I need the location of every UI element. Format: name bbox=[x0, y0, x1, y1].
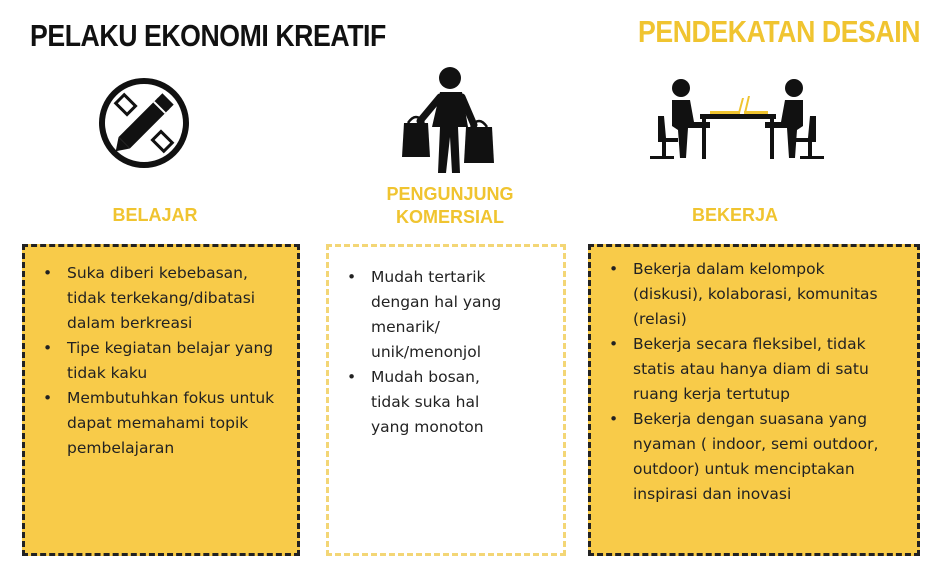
list-item: • Suka diberi kebebasan, tidak terkekang/dibatasi dalam berkreasi bbox=[25, 261, 287, 336]
title-pendekatan-desain: PENDEKATAN DESAIN bbox=[638, 14, 921, 49]
list-item: • Membutuhkan fokus untuk dapat memahami topik pembelajaran bbox=[25, 386, 287, 461]
pengunjung-list bbox=[329, 265, 553, 440]
people-at-desk-with-laptops-icon bbox=[644, 76, 826, 162]
belajar-list bbox=[25, 261, 287, 461]
person-with-shopping-bags-icon bbox=[394, 65, 504, 177]
label-belajar: BELAJAR bbox=[112, 205, 198, 225]
list-item: • Mudah bosan, tidak suka hal yang monoton bbox=[329, 365, 553, 440]
title-pelaku-ekonomi-kreatif: PELAKU EKONOMI KREATIF bbox=[30, 18, 386, 53]
label-pengunjung-komersial bbox=[340, 183, 560, 229]
list-item: • Bekerja dengan suasana yang nyaman ( indoor, semi outdoor, outdoor) untuk menciptakan inspirasi dan inovasi bbox=[591, 407, 907, 507]
bekerja-box bbox=[588, 244, 920, 556]
belajar-box bbox=[22, 244, 300, 556]
label-komersial: KOMERSIAL bbox=[396, 207, 504, 227]
pencil-eraser-circle-icon bbox=[96, 75, 192, 171]
list-item: • Bekerja dalam kelompok (diskusi), kolaborasi, komunitas (relasi) bbox=[591, 257, 907, 332]
label-bekerja: BEKERJA bbox=[691, 205, 779, 225]
bekerja-list bbox=[591, 257, 907, 507]
label-pengunjung: PENGUNJUNG bbox=[386, 184, 514, 204]
list-item: • Bekerja secara fleksibel, tidak statis atau hanya diam di satu ruang kerja tertutup bbox=[591, 332, 907, 407]
pengunjung-komersial-box bbox=[326, 244, 566, 556]
list-item: • Tipe kegiatan belajar yang tidak kaku bbox=[25, 336, 287, 386]
list-item: • Mudah tertarik dengan hal yang menarik/ unik/menonjol bbox=[329, 265, 553, 365]
